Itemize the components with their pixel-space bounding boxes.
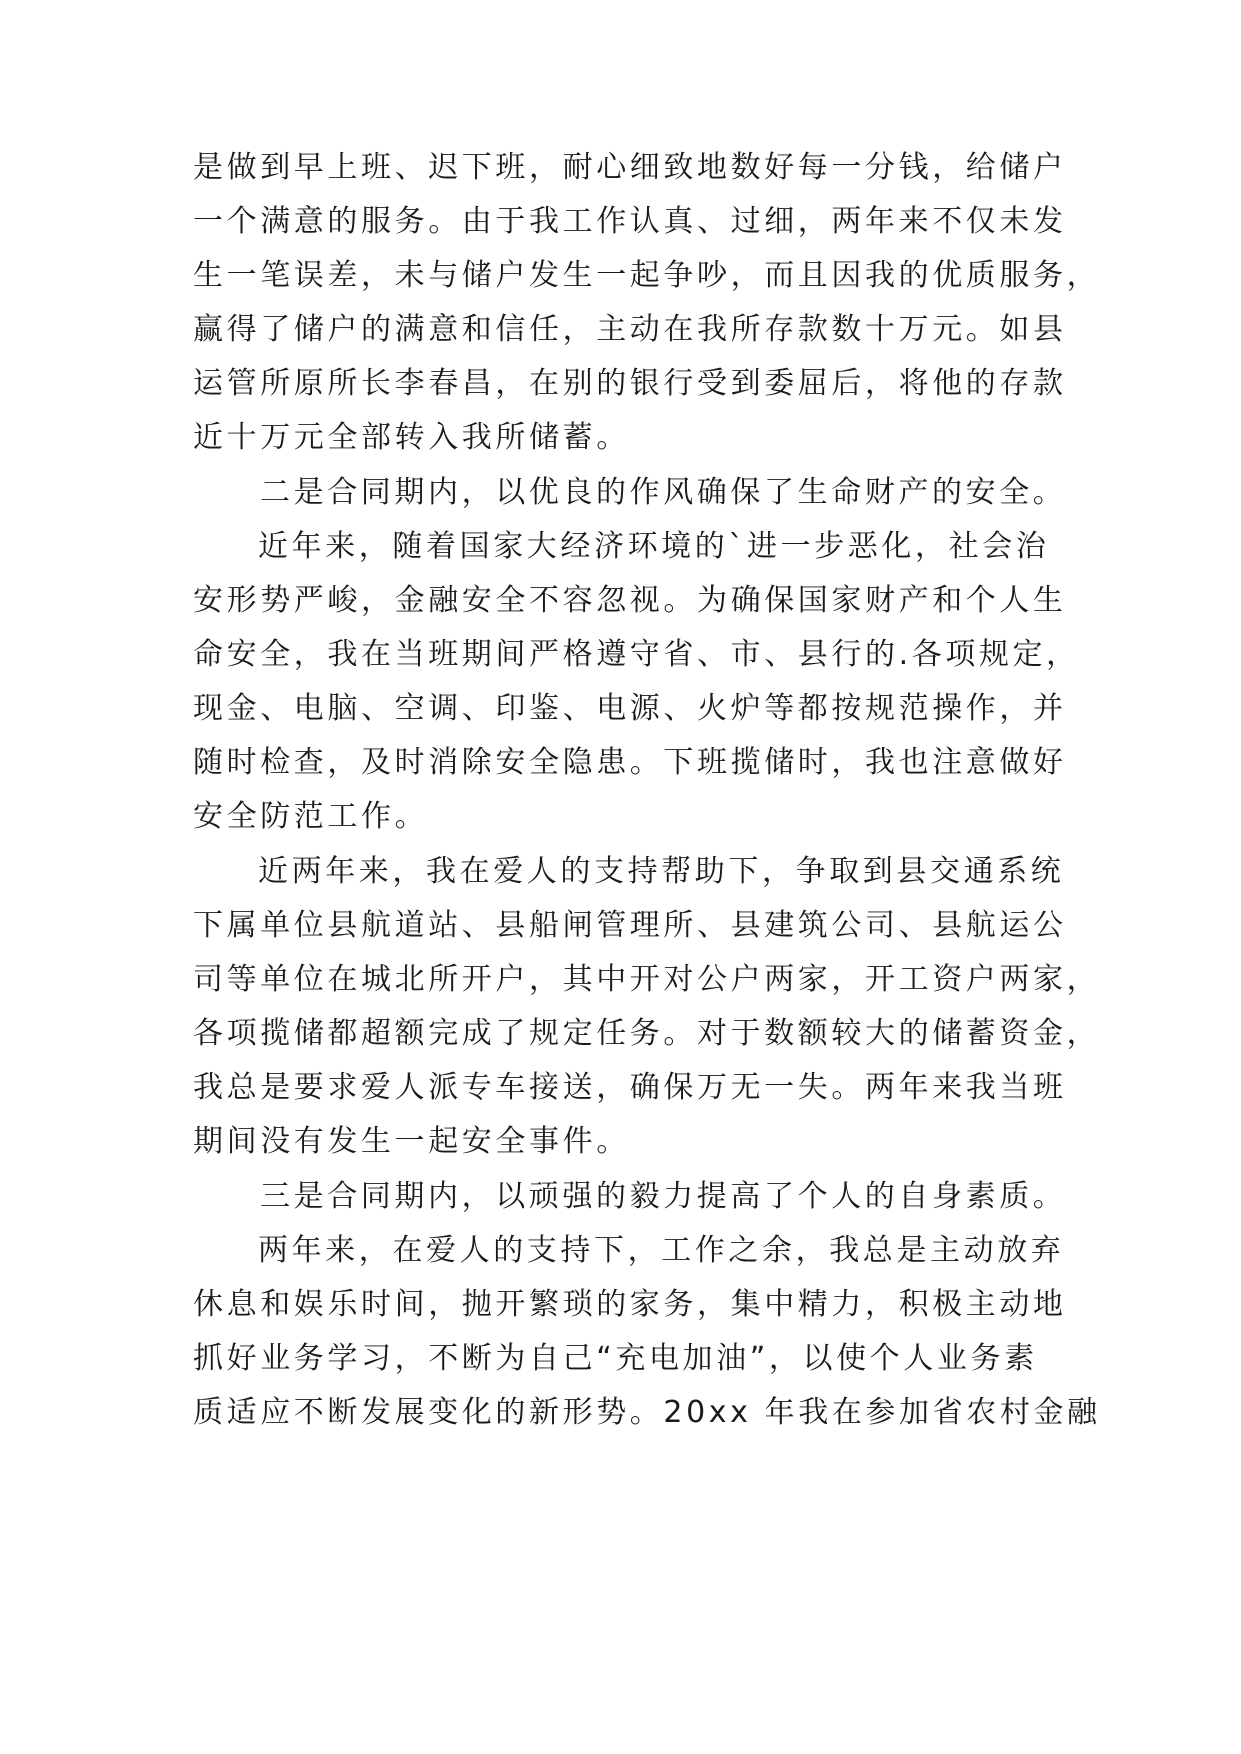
body-text-line: 是做到早上班、迟下班，耐心细致地数好每一分钱，给储户 bbox=[193, 150, 1067, 185]
paragraph-first-line: 近年来，随着国家大经济环境的`进一步恶化，社会治 bbox=[258, 529, 1050, 564]
body-text-line: 一个满意的服务。由于我工作认真、过细，两年来不仅未发 bbox=[193, 204, 1067, 239]
body-text-line: 随时检查，及时消除安全隐患。下班揽储时，我也注意做好 bbox=[193, 745, 1067, 780]
section-heading: 二是合同期内，以优良的作风确保了生命财产的安全。 bbox=[260, 475, 1067, 510]
body-text-line: 现金、电脑、空调、印鉴、电源、火炉等都按规范操作，并 bbox=[193, 691, 1067, 726]
paragraph-first-line: 两年来，在爱人的支持下，工作之余，我总是主动放弃 bbox=[258, 1233, 1065, 1268]
body-text-line: 各项揽储都超额完成了规定任务。对于数额较大的储蓄资金， bbox=[193, 1016, 1101, 1051]
paragraph-first-line: 近两年来，我在爱人的支持帮助下，争取到县交通系统 bbox=[258, 854, 1065, 889]
body-text-line: 安形势严峻，金融安全不容忽视。为确保国家财产和个人生 bbox=[193, 583, 1067, 618]
section-heading: 三是合同期内，以顽强的毅力提高了个人的自身素质。 bbox=[260, 1179, 1067, 1214]
body-text-line: 运管所原所长李春昌，在别的银行受到委屈后，将他的存款 bbox=[193, 366, 1067, 401]
body-text-line: 近十万元全部转入我所储蓄。 bbox=[193, 420, 630, 455]
body-text-line: 司等单位在城北所开户，其中开对公户两家，开工资户两家， bbox=[193, 962, 1101, 997]
body-text-line: 期间没有发生一起安全事件。 bbox=[193, 1124, 630, 1159]
body-text-line: 质适应不断发展变化的新形势。20xx 年我在参加省农村金融 bbox=[193, 1395, 1101, 1430]
body-text-line: 抓好业务学习，不断为自己“充电加油”，以使个人业务素 bbox=[193, 1341, 1038, 1376]
body-text-line: 休息和娱乐时间，抛开繁琐的家务，集中精力，积极主动地 bbox=[193, 1287, 1067, 1322]
body-text-line: 生一笔误差，未与储户发生一起争吵，而且因我的优质服务， bbox=[193, 258, 1101, 293]
body-text-line: 命安全，我在当班期间严格遵守省、市、县行的.各项规定， bbox=[193, 637, 1080, 672]
body-text-line: 我总是要求爱人派专车接送，确保万无一失。两年来我当班 bbox=[193, 1070, 1067, 1105]
body-text-line: 安全防范工作。 bbox=[193, 799, 429, 834]
body-text-line: 下属单位县航道站、县船闸管理所、县建筑公司、县航运公 bbox=[193, 908, 1067, 943]
body-text-line: 赢得了储户的满意和信任，主动在我所存款数十万元。如县 bbox=[193, 312, 1067, 347]
